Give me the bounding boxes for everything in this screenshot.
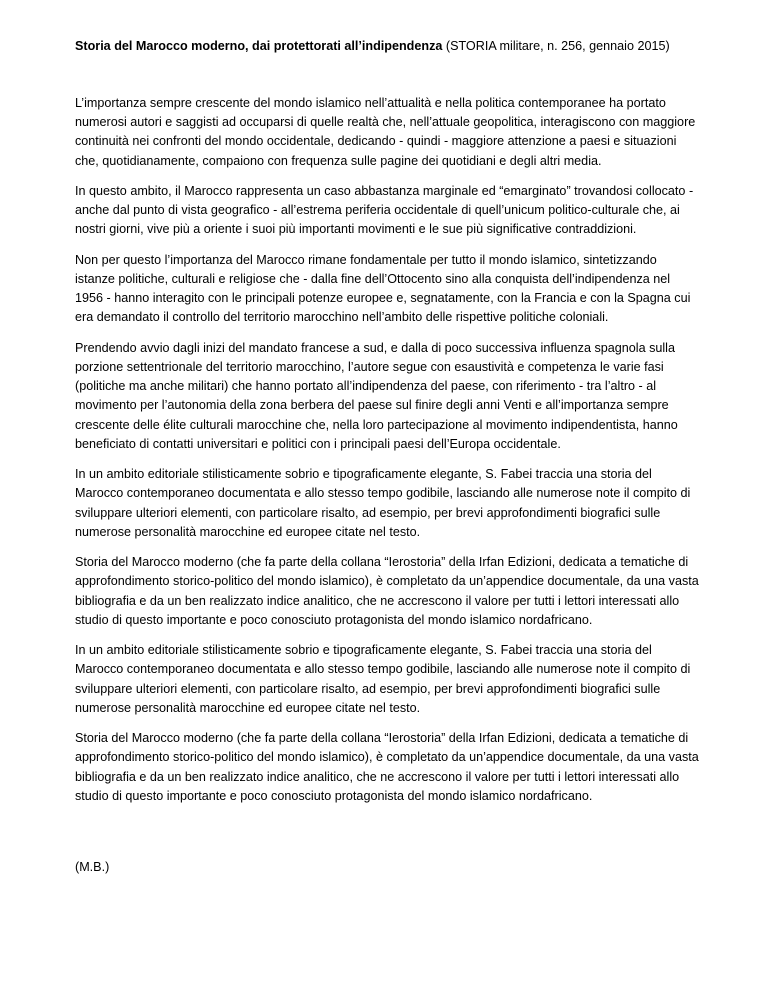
paragraph-8: Storia del Marocco moderno (che fa parte della collana “Ierostoria” della Irfan Edizioni, dedicata a tematiche di approfondimento storico-politico del mondo islamico), è completato da un’appendice documentale, da una vasta bibliografia e da un ben realizzato indice analitico, che ne accrescono il valore per tutti i lettori interessati allo studio di questo importante e poco conosciuto protagonista del mondo islamico nordafricano. [75, 731, 699, 803]
source-reference: (STORIA militare, n. 256, gennaio 2015) [445, 39, 670, 53]
paragraph-4: Prendendo avvio dagli inizi del mandato francese a sud, e dalla di poco successiva influenza spagnola sulla porzione settentrionale del territorio marocchino, l’autore segue con esaustività e competenza le varie fasi (politiche ma anche militari) che hanno portato all’indipendenza del paese, con riferimento - tra l’altro - al movimento per l’autonomia della zona berbera del paese sul finire degli anni Venti e all’importanza sempre crescente delle élite culturali marocchine che, nella loro partecipazione al movimento indipendentista, hanno beneficiato di contatti universitari e politici con i principali paesi dell’Europa occidentale. [75, 340, 678, 451]
document-title [75, 37, 700, 55]
paragraph-3: Non per questo l’importanza del Marocco rimane fondamentale per tutto il mondo islamico, sintetizzando istanze politiche, culturali e religiose che - dalla fine dell’Ottocento sino alla conquista dell’indipendenza nel 1956 - hanno interagito con le principali potenze europee e, segnatamente, con la Francia e con la Spagna cui era demandato il controllo del territorio marocchino nell’ambito delle rispettive politiche coloniali. [75, 252, 691, 325]
paragraph-2: In questo ambito, il Marocco rappresenta un caso abbastanza marginale ed “emarginato” trovandosi collocato - anche dal punto di vista geografico - all’estrema periferia occidentale di quell’unicum politico-culturale che, ai nostri giorni, vive più a oriente i suoi più importanti movimenti e le sue più significative contraddizioni. [75, 184, 694, 237]
paragraph-1: L’importanza sempre crescente del mondo islamico nell’attualità e nella politica contemporanee ha portato numerosi autori e saggisti ad occuparsi di quelle realtà che, nell’attuale geopolitica, interagiscono con maggiore continuità nei confronti del mondo occidentale, dedicando - quindi - maggiore attenzione a paesi e situazioni che, quotidianamente, compaiono con frequenza sulle pagine dei quotidiani e degli altri media. [75, 96, 696, 168]
document-page [75, 37, 700, 877]
author-initials: (M.B.) [75, 860, 110, 875]
book-title: Storia del Marocco moderno, dai protettorati all’indipendenza [75, 39, 443, 53]
paragraph-5: In un ambito editoriale stilisticamente sobrio e tipograficamente elegante, S. Fabei traccia una storia del Marocco contemporaneo documentata e allo stesso tempo godibile, lasciando alle numerose note il compito di sviluppare ulteriori elementi, con particolare risalto, ad esempio, per brevi approfondimenti biografici sulle numerose personalità marocchine ed europee citate nel testo. [75, 467, 691, 539]
paragraph-7: In un ambito editoriale stilisticamente sobrio e tipograficamente elegante, S. Fabei traccia una storia del Marocco contemporaneo documentata e allo stesso tempo godibile, lasciando alle numerose note il compito di sviluppare ulteriori elementi, con particolare risalto, ad esempio, per brevi approfondimenti biografici sulle numerose personalità marocchine ed europee citate nel testo. [75, 643, 691, 715]
paragraph-6: Storia del Marocco moderno (che fa parte della collana “Ierostoria” della Irfan Edizioni, dedicata a tematiche di approfondimento storico-politico del mondo islamico), è completato da un’appendice documentale, da una vasta bibliografia e da un ben realizzato indice analitico, che ne accrescono il valore per tutti i lettori interessati allo studio di questo importante e poco conosciuto protagonista del mondo islamico nordafricano. [75, 555, 699, 627]
